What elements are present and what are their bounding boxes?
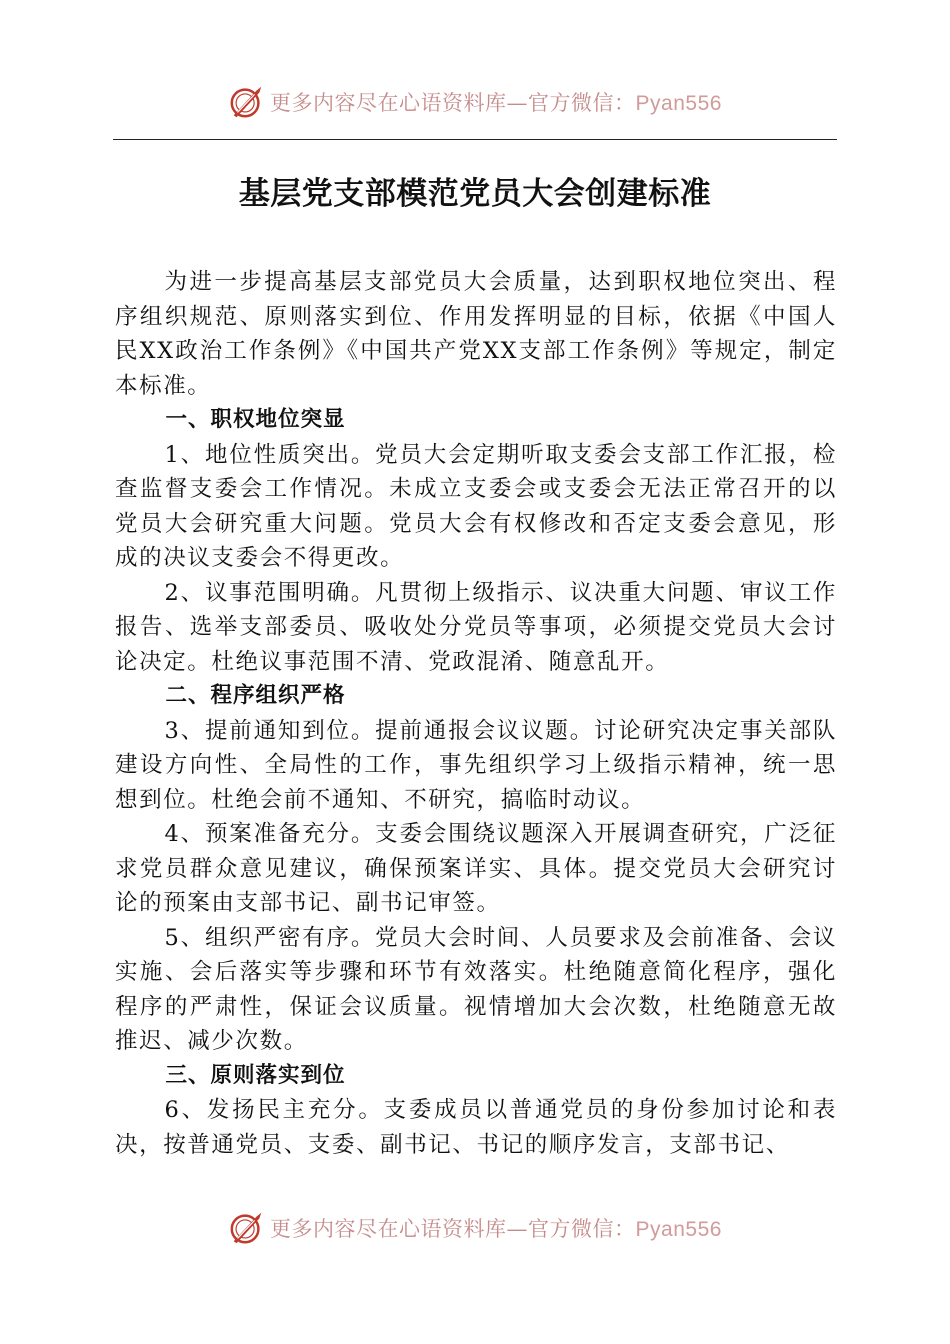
footer-banner [0,1206,950,1250]
banner-text: 更多内容尽在心语资料库—官方微信：Pyan556 [270,1217,722,1241]
body-paragraph: 3、提前通知到位。提前通报会议议题。讨论研究决定事关部队建设方向性、全局性的工作，事先组织学习上级指示精神，统一思想到位。杜绝会前不通知、不研究，搞临时动议。 [115,717,837,813]
body-paragraph: 6、发扬民主充分。支委成员以普通党员的身份参加讨论和表决，按普通党员、支委、副书记、书记的顺序发言，支部书记、 [115,1097,837,1158]
intro-paragraph: 为进一步提高基层支部党员大会质量，达到职权地位突出、程序组织规范、原则落实到位、作用发挥明显的目标，依据《中国人民XX政治工作条例》《中国共产党XX支部工作条例》等规定，制定本标准。 [115,269,837,399]
banner-text: 更多内容尽在心语资料库—官方微信：Pyan556 [270,91,722,115]
section-heading: 一、职权地位突显 [165,407,346,432]
pen-logo-icon [228,83,266,121]
body-paragraph: 1、地位性质突出。党员大会定期听取支委会支部工作汇报，检查监督支委会工作情况。未成立支委会或支委会无法正常召开的以党员大会研究重大问题。党员大会有权修改和否定支委会意见，形成的决议支委会不得更改。 [115,441,837,571]
body-paragraph: 5、组织严密有序。党员大会时间、人员要求及会前准备、会议实施、会后落实等步骤和环节有效落实。杜绝随意简化程序，强化程序的严肃性，保证会议质量。视情增加大会次数，杜绝随意无故推迟、减少次数。 [115,924,837,1054]
pen-logo-icon [228,1209,266,1247]
wechat-id: Pyan556 [635,1218,722,1241]
header-banner [0,80,950,124]
body-paragraph: 2、议事范围明确。凡贯彻上级指示、议决重大问题、审议工作报告、选举支部委员、吸收处分党员等事项，必须提交党员大会讨论决定。杜绝议事范围不清、党政混淆、随意乱开。 [115,579,837,675]
section-heading: 三、原则落实到位 [165,1062,346,1088]
body-paragraph: 4、预案准备充分。支委会围绕议题深入开展调查研究，广泛征求党员群众意见建议，确保预案详实、具体。提交党员大会研究讨论的预案由支部书记、副书记审签。 [115,821,837,916]
section-heading: 二、程序组织严格 [165,683,346,708]
header-rule [113,139,837,140]
wechat-id: Pyan556 [635,92,722,115]
document-title: 基层党支部模范党员大会创建标准 [238,176,712,212]
document-body [115,265,837,1162]
